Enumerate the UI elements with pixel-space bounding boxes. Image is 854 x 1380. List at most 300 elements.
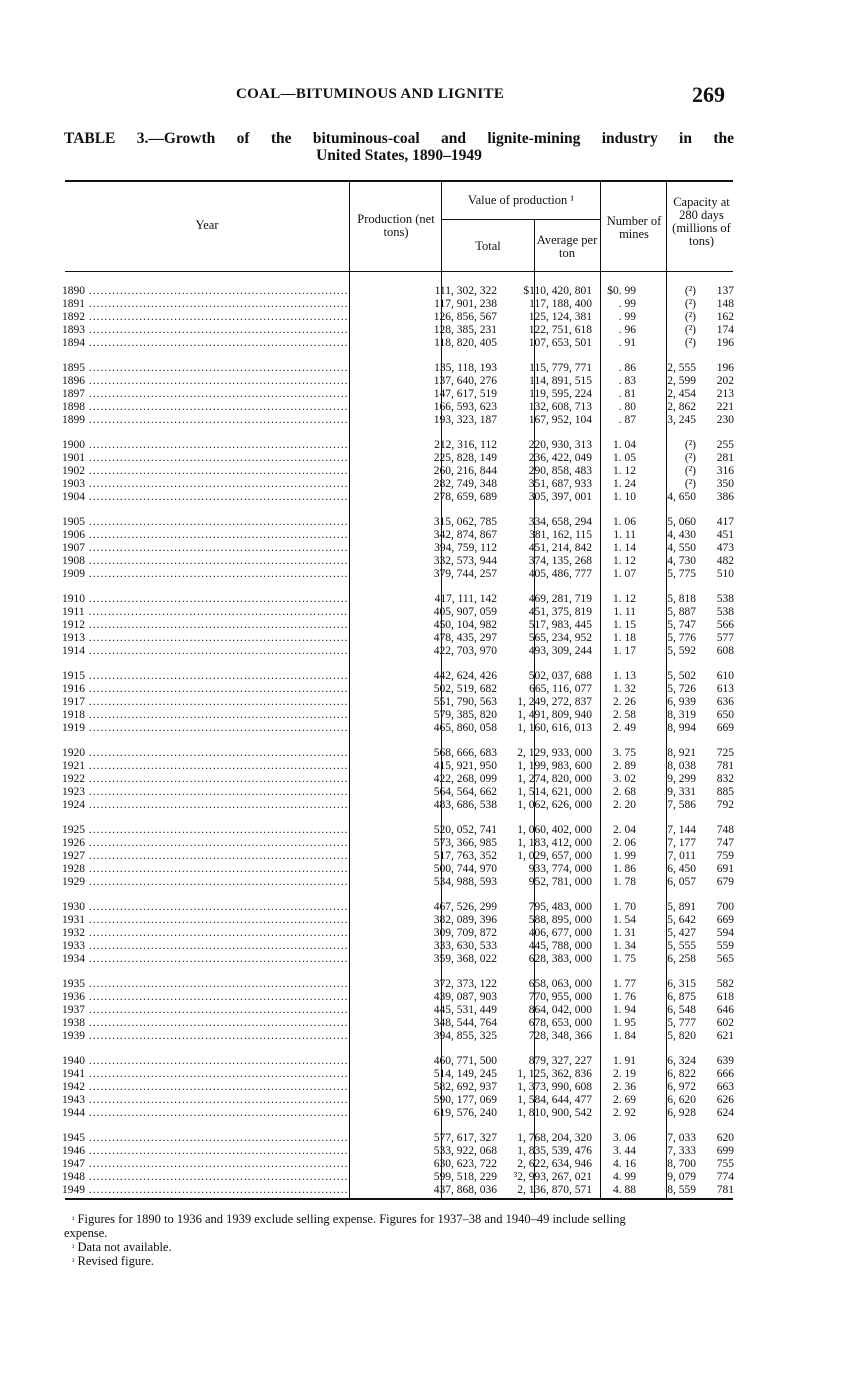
- production-cell: 111, 302, 322: [434, 285, 497, 297]
- table-row: [62, 388, 734, 401]
- average-value-cell: 1. 78: [613, 875, 636, 888]
- year-cell: 1907 .....: [62, 542, 347, 555]
- average-value-cell: 1. 11: [613, 528, 636, 541]
- capacity-cell: 621: [716, 1029, 734, 1042]
- average-value-cell: 2. 36: [613, 1080, 636, 1093]
- total-value-cell: 1, 199, 983, 600: [517, 759, 592, 772]
- table-row: [62, 837, 734, 850]
- capacity-cell: 608: [716, 644, 734, 657]
- total-value-cell: 451, 214, 842: [528, 541, 592, 554]
- total-value-cell: ³2, 993, 267, 021: [513, 1170, 592, 1183]
- total-value-cell: 1, 584, 644, 477: [517, 1093, 592, 1106]
- capacity-cell: 613: [716, 682, 734, 695]
- mines-cell: 7, 011: [667, 849, 696, 862]
- year-cell: 1944 .....: [62, 1107, 347, 1120]
- average-value-cell: 2. 49: [613, 721, 636, 734]
- caption-line-1: TABLE 3.—Growth of the bituminous-coal and lignite-mining industry in the: [64, 130, 734, 147]
- year-cell: 1893 .....: [62, 324, 347, 337]
- mines-cell: 6, 875: [667, 990, 696, 1003]
- capacity-cell: 202: [716, 374, 734, 387]
- average-value-cell: 1. 04: [613, 439, 636, 451]
- year-cell: 1920 .....: [62, 747, 347, 760]
- total-value-cell: 493, 309, 244: [528, 644, 592, 657]
- header-bottom-rule: [65, 271, 733, 272]
- mines-cell: 7, 333: [667, 1144, 696, 1157]
- table-row: [62, 747, 734, 760]
- capacity-cell: 565: [716, 952, 734, 965]
- footnote-1-continued: expense.: [64, 1226, 108, 1240]
- average-value-cell: 2. 89: [613, 759, 636, 772]
- footnote-3-text: Revised figure.: [77, 1254, 154, 1268]
- header-average: Average per ton: [536, 233, 598, 260]
- mines-cell: 2, 599: [667, 374, 696, 387]
- mines-cell: 5, 060: [667, 516, 696, 528]
- total-value-cell: 770, 955, 000: [528, 990, 592, 1003]
- capacity-cell: 213: [716, 387, 734, 400]
- table-row: [62, 439, 734, 452]
- value-group-rule: [441, 219, 600, 220]
- capacity-cell: 700: [716, 901, 734, 913]
- total-value-cell: 132, 608, 713: [528, 400, 592, 413]
- total-value-cell: 665, 116, 077: [529, 682, 592, 695]
- mines-cell: 5, 427: [667, 926, 696, 939]
- production-cell: 590, 177, 069: [433, 1093, 497, 1106]
- production-cell: 568, 666, 683: [433, 747, 497, 759]
- average-value-cell: 4. 88: [613, 1183, 636, 1196]
- total-value-cell: 305, 397, 001: [528, 490, 592, 503]
- mines-cell: 9, 299: [667, 772, 696, 785]
- total-value-cell: 795, 483, 000: [528, 901, 592, 913]
- table-bottom-rule: [65, 1198, 733, 1200]
- year-cell: 1927 .....: [62, 850, 347, 863]
- production-cell: 599, 518, 229: [433, 1170, 497, 1183]
- mines-cell: (²): [684, 464, 696, 477]
- mines-cell: 4, 550: [667, 541, 696, 554]
- average-value-cell: 1. 34: [613, 939, 636, 952]
- production-cell: 502, 519, 682: [433, 682, 497, 695]
- table-row: [62, 670, 734, 683]
- capacity-cell: 639: [716, 1055, 734, 1067]
- capacity-cell: 885: [716, 785, 734, 798]
- table-row: [62, 1068, 734, 1081]
- production-cell: 372, 373, 122: [433, 978, 497, 990]
- capacity-cell: 691: [716, 862, 734, 875]
- mines-cell: 8, 921: [667, 747, 696, 759]
- capacity-cell: 636: [716, 695, 734, 708]
- table-row: [62, 516, 734, 529]
- capacity-cell: 759: [716, 849, 734, 862]
- table-caption: [64, 130, 734, 164]
- production-cell: 260, 216, 844: [433, 464, 497, 477]
- table-row: [62, 362, 734, 375]
- mines-cell: 8, 559: [667, 1183, 696, 1196]
- production-cell: 278, 659, 689: [433, 490, 497, 503]
- mines-cell: 6, 822: [667, 1067, 696, 1080]
- capacity-cell: 148: [716, 297, 734, 310]
- table-row: [62, 927, 734, 940]
- mines-cell: 5, 726: [667, 682, 696, 695]
- production-cell: 415, 921, 950: [433, 759, 497, 772]
- total-value-cell: 381, 162, 115: [529, 528, 592, 541]
- year-cell: 1902 .....: [62, 465, 347, 478]
- table-row: [62, 1158, 734, 1171]
- total-value-cell: 678, 653, 000: [528, 1016, 592, 1029]
- mines-cell: (²): [684, 451, 696, 464]
- mines-cell: 4, 730: [667, 554, 696, 567]
- total-value-cell: 1, 491, 809, 940: [517, 708, 592, 721]
- table-row: [62, 324, 734, 337]
- year-cell: 1945 .....: [62, 1132, 347, 1145]
- table-row: [62, 722, 734, 735]
- total-value-cell: 1, 373, 990, 608: [517, 1080, 592, 1093]
- year-cell: 1918 .....: [62, 709, 347, 722]
- year-cell: 1947 .....: [62, 1158, 347, 1171]
- header-year: Year: [195, 218, 219, 232]
- capacity-cell: 559: [716, 939, 734, 952]
- year-cell: 1910 .....: [62, 593, 347, 606]
- table-row: [62, 401, 734, 414]
- table-row: [62, 606, 734, 619]
- mines-cell: (²): [684, 477, 696, 490]
- year-cell: 1932 .....: [62, 927, 347, 940]
- total-value-cell: 1, 274, 820, 000: [517, 772, 592, 785]
- average-value-cell: 2. 06: [613, 836, 636, 849]
- mines-cell: 6, 057: [667, 875, 696, 888]
- capacity-cell: 196: [716, 362, 734, 374]
- average-value-cell: 3. 44: [613, 1144, 636, 1157]
- average-value-cell: . 99: [618, 310, 636, 323]
- table-row: [62, 491, 734, 504]
- average-value-cell: 1. 12: [613, 554, 636, 567]
- production-cell: 126, 856, 567: [433, 310, 497, 323]
- mines-cell: 5, 820: [667, 1029, 696, 1042]
- table-row: [62, 914, 734, 927]
- capacity-cell: 566: [716, 618, 734, 631]
- production-cell: 439, 087, 903: [433, 990, 497, 1003]
- total-value-cell: 1, 810, 900, 542: [517, 1106, 592, 1119]
- table-row: [62, 542, 734, 555]
- footnote-3: [72, 1255, 154, 1268]
- average-value-cell: 1. 24: [613, 477, 636, 490]
- year-cell: 1933 .....: [62, 940, 347, 953]
- table-row: [62, 337, 734, 350]
- table-row: [62, 863, 734, 876]
- production-cell: 467, 526, 299: [433, 901, 497, 913]
- capacity-cell: 792: [716, 798, 734, 811]
- total-value-cell: 167, 952, 104: [528, 413, 592, 426]
- production-cell: 394, 855, 325: [433, 1029, 497, 1042]
- mines-cell: 7, 144: [667, 824, 696, 836]
- year-cell: 1898 .....: [62, 401, 347, 414]
- capacity-cell: 620: [716, 1132, 734, 1144]
- table-row: [62, 786, 734, 799]
- production-cell: 450, 104, 982: [433, 618, 497, 631]
- total-value-cell: 405, 486, 777: [528, 567, 592, 580]
- table-row: [62, 940, 734, 953]
- year-cell: 1890 .....: [62, 285, 347, 298]
- capacity-cell: 482: [716, 554, 734, 567]
- production-cell: 128, 385, 231: [433, 323, 497, 336]
- footnote-3-marker: ³: [72, 1257, 75, 1266]
- year-cell: 1925 .....: [62, 824, 347, 837]
- capacity-cell: 774: [716, 1170, 734, 1183]
- total-value-cell: 290, 858, 483: [528, 464, 592, 477]
- capacity-cell: 755: [716, 1157, 734, 1170]
- year-cell: 1928 .....: [62, 863, 347, 876]
- total-value-cell: 1, 062, 626, 000: [517, 798, 592, 811]
- capacity-cell: 699: [716, 1144, 734, 1157]
- capacity-cell: 538: [716, 593, 734, 605]
- mines-cell: 9, 331: [667, 785, 696, 798]
- average-value-cell: 1. 91: [613, 1055, 636, 1067]
- capacity-cell: 281: [716, 451, 734, 464]
- table-row: [62, 452, 734, 465]
- footnote-2-text: Data not available.: [77, 1240, 172, 1254]
- average-value-cell: 1. 99: [613, 849, 636, 862]
- total-value-cell: 517, 983, 445: [528, 618, 592, 631]
- table-row: [62, 632, 734, 645]
- capacity-cell: 650: [716, 708, 734, 721]
- average-value-cell: 1. 76: [613, 990, 636, 1003]
- production-cell: 342, 874, 867: [433, 528, 497, 541]
- table-row: [62, 760, 734, 773]
- total-value-cell: 933, 774, 000: [528, 862, 592, 875]
- year-cell: 1894 .....: [62, 337, 347, 350]
- total-value-cell: 122, 751, 618: [528, 323, 592, 336]
- average-value-cell: 1. 70: [613, 901, 636, 913]
- capacity-cell: 451: [716, 528, 734, 541]
- production-cell: 534, 988, 593: [433, 875, 497, 888]
- capacity-cell: 624: [716, 1106, 734, 1119]
- year-cell: 1946 .....: [62, 1145, 347, 1158]
- mines-cell: 7, 177: [667, 836, 696, 849]
- total-value-cell: 334, 658, 294: [528, 516, 592, 528]
- total-value-cell: 374, 135, 268: [528, 554, 592, 567]
- average-value-cell: 3. 02: [613, 772, 636, 785]
- mines-cell: (²): [684, 297, 696, 310]
- table-row: [62, 991, 734, 1004]
- table-row: [62, 1107, 734, 1120]
- mines-cell: 6, 620: [667, 1093, 696, 1106]
- total-value-cell: 107, 653, 501: [528, 336, 592, 349]
- production-cell: 445, 531, 449: [433, 1003, 497, 1016]
- table-row: [62, 285, 734, 298]
- year-cell: 1923 .....: [62, 786, 347, 799]
- average-value-cell: 1. 18: [613, 631, 636, 644]
- capacity-cell: 538: [716, 605, 734, 618]
- mines-cell: 6, 939: [667, 695, 696, 708]
- footnote-1: [72, 1213, 736, 1226]
- average-value-cell: . 81: [618, 387, 636, 400]
- average-value-cell: 1. 95: [613, 1016, 636, 1029]
- capacity-cell: 417: [716, 516, 734, 528]
- production-cell: 582, 692, 937: [433, 1080, 497, 1093]
- mines-cell: 4, 650: [667, 490, 696, 503]
- capacity-cell: 832: [716, 772, 734, 785]
- average-value-cell: . 96: [618, 323, 636, 336]
- average-value-cell: 1. 07: [613, 567, 636, 580]
- mines-cell: 5, 891: [667, 901, 696, 913]
- table-row: [62, 311, 734, 324]
- table-row: [62, 824, 734, 837]
- table-row: [62, 773, 734, 786]
- table-row: [62, 414, 734, 427]
- table-row: [62, 619, 734, 632]
- table-row: [62, 1184, 734, 1197]
- header-total: Total: [475, 239, 501, 253]
- total-value-cell: 1, 768, 204, 320: [517, 1132, 592, 1144]
- total-value-cell: 879, 327, 227: [528, 1055, 592, 1067]
- mines-cell: 8, 994: [667, 721, 696, 734]
- table-row: [62, 593, 734, 606]
- year-cell: 1896 .....: [62, 375, 347, 388]
- table-row: [62, 850, 734, 863]
- production-cell: 135, 118, 193: [434, 362, 497, 374]
- total-value-cell: 1, 125, 362, 836: [517, 1067, 592, 1080]
- table-row: [62, 876, 734, 889]
- production-cell: 379, 744, 257: [433, 567, 497, 580]
- average-value-cell: 1. 05: [613, 451, 636, 464]
- year-cell: 1912 .....: [62, 619, 347, 632]
- mines-cell: 5, 777: [667, 1016, 696, 1029]
- production-cell: 117, 901, 238: [434, 297, 497, 310]
- production-cell: 630, 623, 722: [433, 1157, 497, 1170]
- average-value-cell: . 80: [618, 400, 636, 413]
- footnote-1-marker: ¹: [72, 1215, 75, 1224]
- mines-cell: 9, 079: [667, 1170, 696, 1183]
- average-value-cell: 1. 13: [613, 670, 636, 682]
- year-cell: 1949 .....: [62, 1184, 347, 1197]
- capacity-cell: 669: [716, 913, 734, 926]
- mines-cell: 4, 430: [667, 528, 696, 541]
- mines-cell: (²): [684, 285, 696, 297]
- capacity-cell: 594: [716, 926, 734, 939]
- year-cell: 1943 .....: [62, 1094, 347, 1107]
- header-production: Production (net tons): [357, 212, 435, 239]
- table-row: [62, 953, 734, 966]
- average-value-cell: . 91: [618, 336, 636, 349]
- average-value-cell: 1. 12: [613, 464, 636, 477]
- year-cell: 1929 .....: [62, 876, 347, 889]
- average-value-cell: . 83: [618, 374, 636, 387]
- total-value-cell: 1, 835, 539, 476: [517, 1144, 592, 1157]
- table-row: [62, 901, 734, 914]
- production-cell: 500, 744, 970: [433, 862, 497, 875]
- average-value-cell: 1. 31: [613, 926, 636, 939]
- average-value-cell: 1. 86: [613, 862, 636, 875]
- production-cell: 422, 268, 099: [433, 772, 497, 785]
- mines-cell: 2, 862: [667, 400, 696, 413]
- year-cell: 1895 .....: [62, 362, 347, 375]
- footnote-2-marker: ²: [72, 1243, 75, 1252]
- capacity-cell: 725: [716, 747, 734, 759]
- capacity-cell: 316: [716, 464, 734, 477]
- capacity-cell: 473: [716, 541, 734, 554]
- year-cell: 1903 .....: [62, 478, 347, 491]
- production-cell: 465, 860, 058: [433, 721, 497, 734]
- year-cell: 1939 .....: [62, 1030, 347, 1043]
- footnote-1-text: Figures for 1890 to 1936 and 1939 exclude selling expense. Figures for 1937–38 and 1940–49 include selling: [77, 1212, 626, 1226]
- year-cell: 1906 .....: [62, 529, 347, 542]
- total-value-cell: 469, 281, 719: [528, 593, 592, 605]
- table-row: [62, 1132, 734, 1145]
- production-cell: 579, 385, 820: [433, 708, 497, 721]
- total-value-cell: 1, 183, 412, 000: [517, 836, 592, 849]
- table-row: [62, 529, 734, 542]
- year-cell: 1938 .....: [62, 1017, 347, 1030]
- production-cell: 422, 703, 970: [433, 644, 497, 657]
- year-cell: 1942 .....: [62, 1081, 347, 1094]
- footnote-2: [72, 1241, 172, 1254]
- year-cell: 1905 .....: [62, 516, 347, 529]
- table-row: [62, 978, 734, 991]
- mines-cell: 6, 258: [667, 952, 696, 965]
- production-cell: 332, 573, 944: [433, 554, 497, 567]
- capacity-cell: 602: [716, 1016, 734, 1029]
- production-cell: 577, 617, 327: [433, 1132, 497, 1144]
- capacity-cell: 669: [716, 721, 734, 734]
- table-row: [62, 683, 734, 696]
- production-cell: 460, 771, 500: [433, 1055, 497, 1067]
- table-row: [62, 696, 734, 709]
- production-cell: 514, 149, 245: [433, 1067, 497, 1080]
- page-number: 269: [692, 82, 725, 107]
- average-value-cell: 1. 15: [613, 618, 636, 631]
- mines-cell: 5, 775: [667, 567, 696, 580]
- mines-cell: 6, 315: [667, 978, 696, 990]
- total-value-cell: 445, 788, 000: [528, 939, 592, 952]
- capacity-cell: 666: [716, 1067, 734, 1080]
- total-value-cell: 351, 687, 933: [528, 477, 592, 490]
- total-value-cell: 565, 234, 952: [528, 631, 592, 644]
- mines-cell: (²): [684, 323, 696, 336]
- year-cell: 1931 .....: [62, 914, 347, 927]
- capacity-cell: 618: [716, 990, 734, 1003]
- year-cell: 1937 .....: [62, 1004, 347, 1017]
- mines-cell: 2, 454: [667, 387, 696, 400]
- average-value-cell: 3. 06: [613, 1132, 636, 1144]
- production-cell: 193, 323, 187: [433, 413, 497, 426]
- capacity-cell: 781: [716, 759, 734, 772]
- capacity-cell: 679: [716, 875, 734, 888]
- mines-cell: 5, 747: [667, 618, 696, 631]
- year-cell: 1904 .....: [62, 491, 347, 504]
- average-value-cell: 2. 68: [613, 785, 636, 798]
- total-value-cell: 236, 422, 049: [528, 451, 592, 464]
- production-cell: 212, 316, 112: [434, 439, 497, 451]
- average-value-cell: 1. 75: [613, 952, 636, 965]
- production-cell: 478, 435, 297: [433, 631, 497, 644]
- production-cell: 382, 089, 396: [433, 913, 497, 926]
- total-value-cell: 864, 042, 000: [528, 1003, 592, 1016]
- table-row: [62, 1094, 734, 1107]
- mines-cell: 5, 818: [667, 593, 696, 605]
- average-value-cell: 1. 12: [613, 593, 636, 605]
- average-value-cell: 1. 94: [613, 1003, 636, 1016]
- table-row: [62, 1171, 734, 1184]
- average-value-cell: 1. 06: [613, 516, 636, 528]
- year-cell: 1900 .....: [62, 439, 347, 452]
- header-capacity: Capacity at 280 days (millions of tons): [672, 195, 731, 248]
- capacity-cell: 510: [716, 567, 734, 580]
- mines-cell: (²): [684, 310, 696, 323]
- total-value-cell: 1, 160, 616, 013: [517, 721, 592, 734]
- year-cell: 1924 .....: [62, 799, 347, 812]
- production-cell: 442, 624, 426: [433, 670, 497, 682]
- mines-cell: 5, 887: [667, 605, 696, 618]
- caption-line-2: United States, 1890–1949: [316, 147, 482, 164]
- total-value-cell: 1, 060, 402, 000: [517, 824, 592, 836]
